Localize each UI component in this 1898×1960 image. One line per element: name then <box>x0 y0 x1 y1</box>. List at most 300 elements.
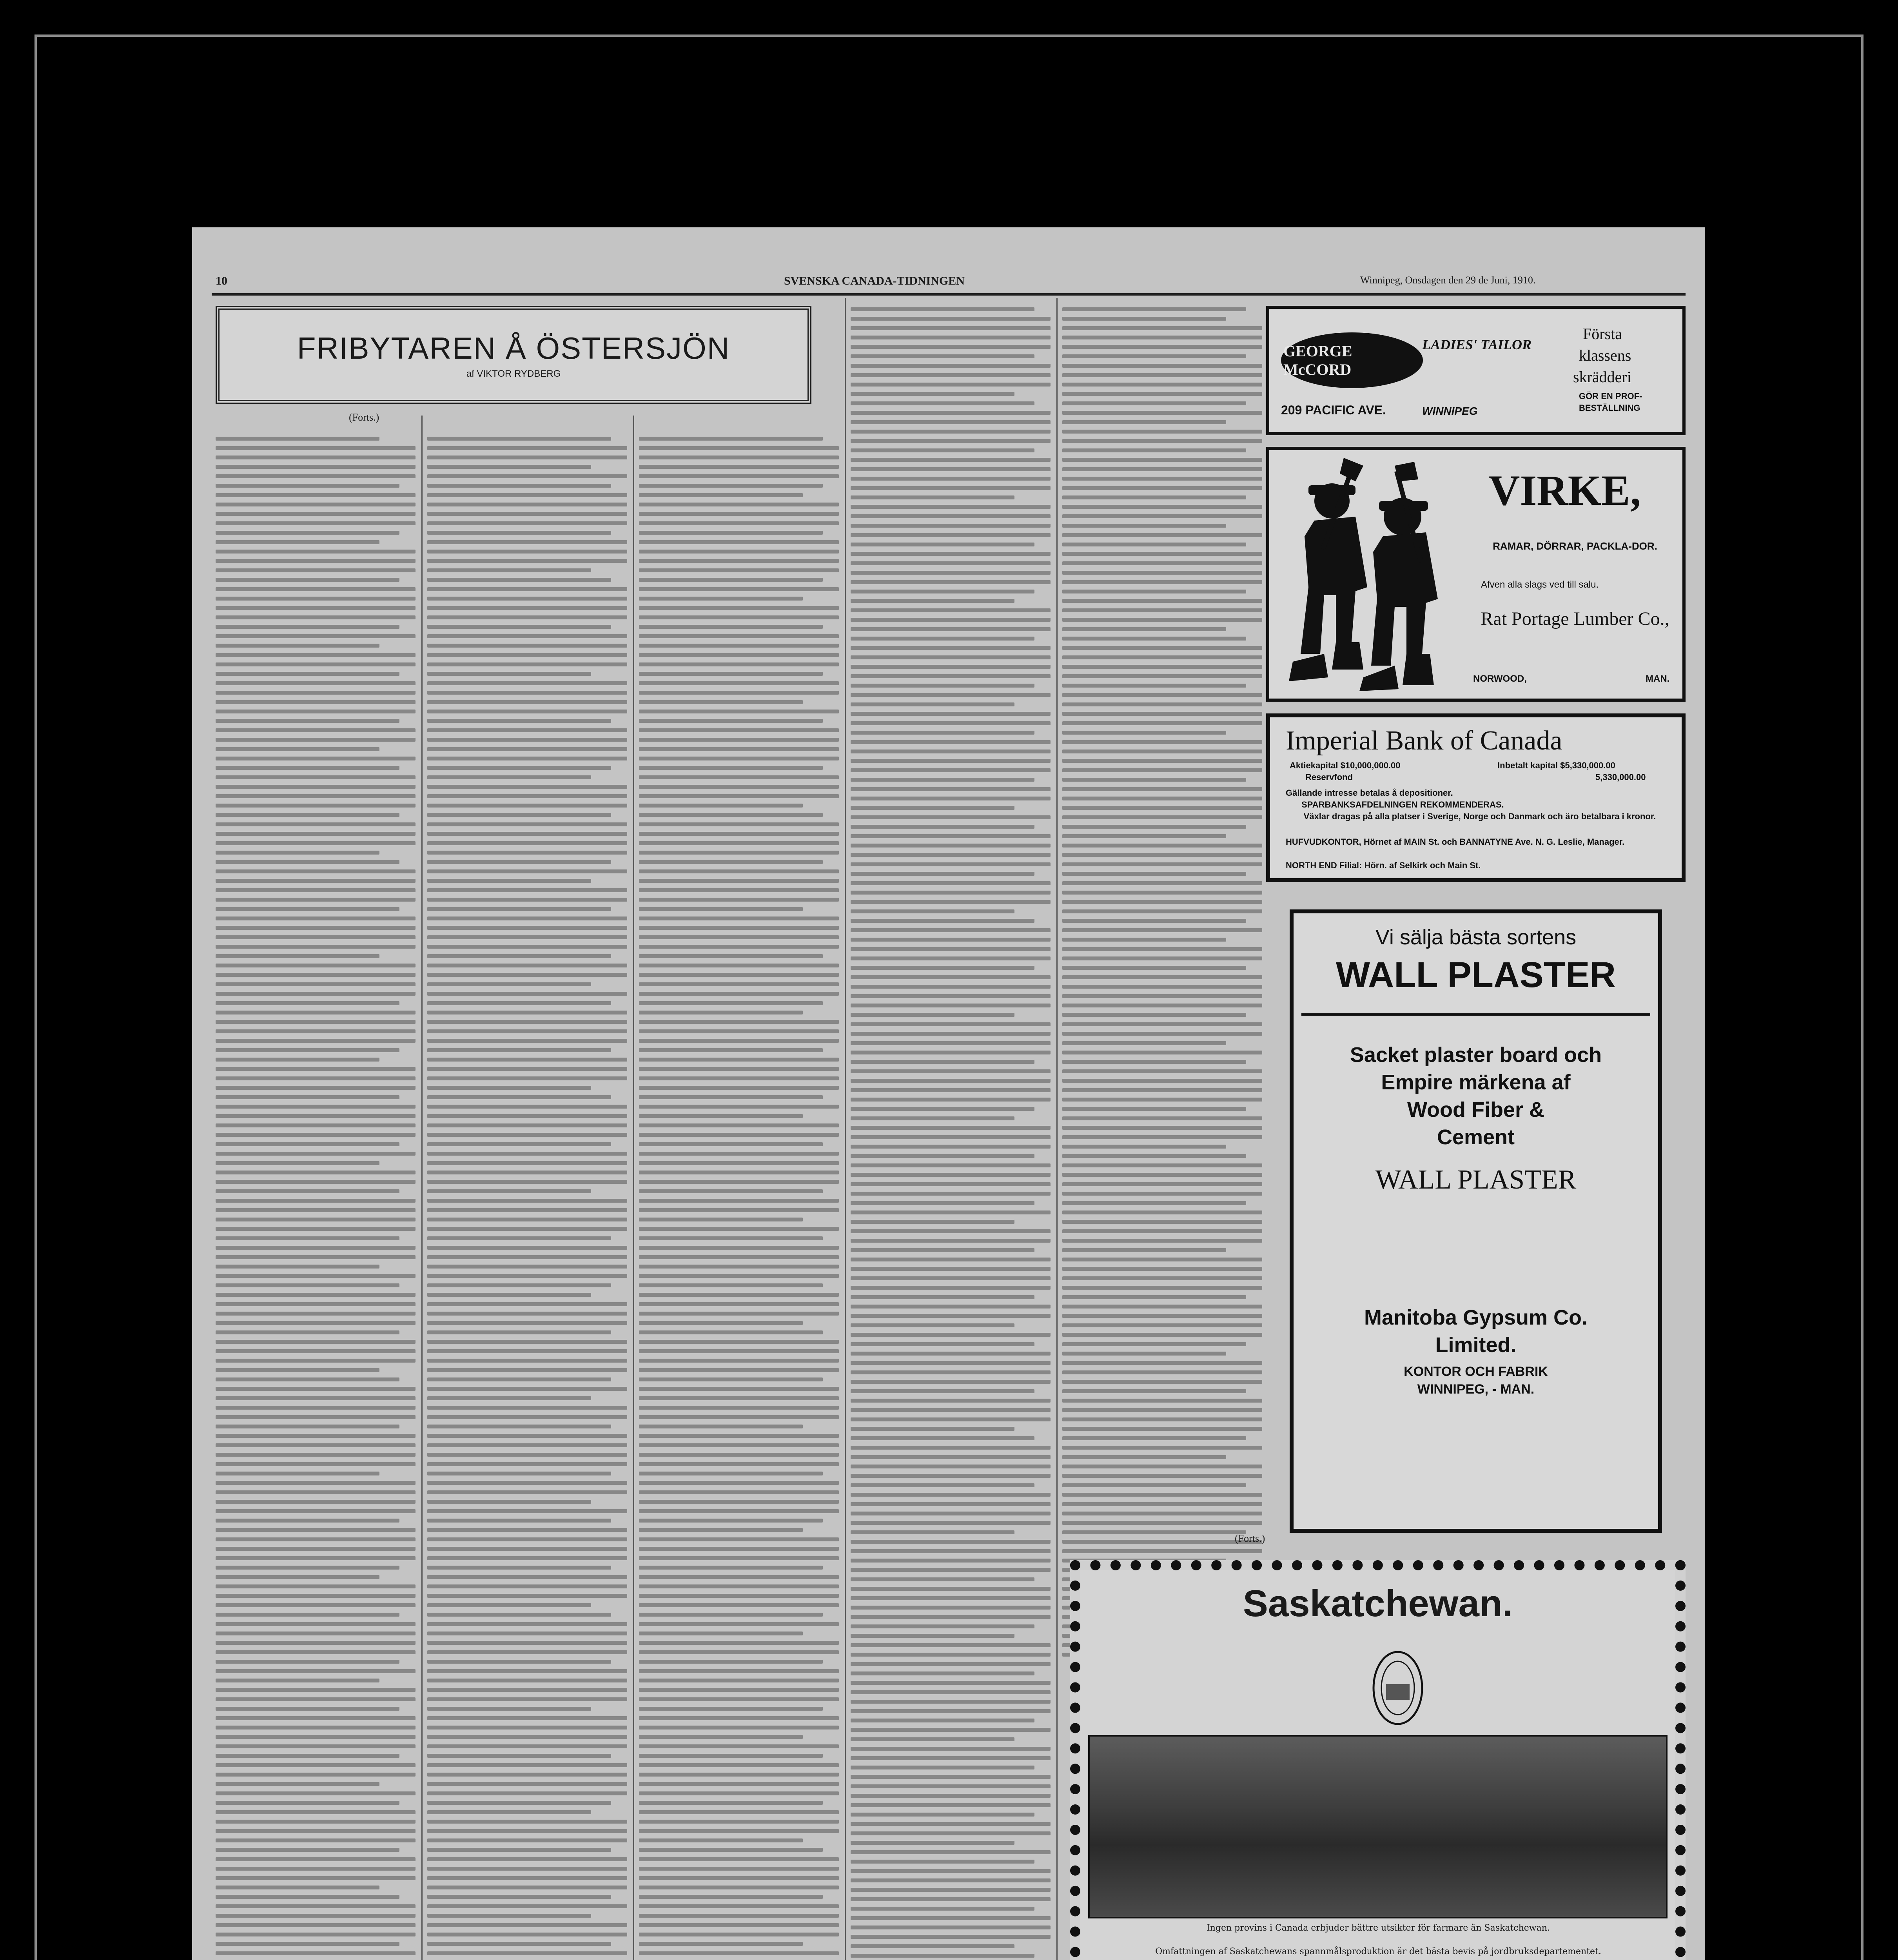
text-line <box>1062 815 1262 819</box>
text-line <box>639 1133 839 1137</box>
text-line <box>851 1248 1034 1252</box>
text-line <box>216 1406 416 1410</box>
text-line <box>216 1227 416 1231</box>
text-line <box>427 1820 627 1824</box>
text-line <box>851 599 1014 603</box>
text-line <box>639 1650 839 1654</box>
text-line <box>427 1434 627 1438</box>
text-line <box>851 684 1034 688</box>
text-line <box>639 973 839 977</box>
column-rule <box>1056 298 1058 1960</box>
text-line <box>639 1782 839 1786</box>
text-line <box>216 785 416 789</box>
text-line <box>639 1462 839 1466</box>
text-line <box>851 1436 1034 1440</box>
text-line <box>216 1763 416 1767</box>
text-line <box>1062 1210 1262 1214</box>
text-line <box>639 954 823 958</box>
text-line <box>851 797 1051 800</box>
text-line <box>216 1265 379 1269</box>
text-line <box>639 785 839 789</box>
text-line <box>216 578 399 582</box>
text-line <box>639 766 823 770</box>
text-line <box>851 1239 1051 1243</box>
text-line <box>216 531 399 535</box>
text-line <box>427 1349 627 1353</box>
text-line <box>851 1342 1034 1346</box>
text-line <box>216 1951 416 1955</box>
text-line <box>427 568 591 572</box>
text-line <box>216 691 416 695</box>
text-line <box>1062 693 1262 697</box>
text-line <box>851 1107 1034 1111</box>
text-line <box>639 1396 839 1400</box>
text-line <box>1062 665 1262 669</box>
text-line <box>1062 467 1262 471</box>
text-line <box>216 653 416 657</box>
text-line <box>427 869 627 873</box>
plaster-divider <box>1301 1013 1650 1016</box>
virke-address: NORWOOD, <box>1473 673 1527 684</box>
text-line <box>1062 514 1262 518</box>
text-line <box>216 1848 399 1852</box>
text-line <box>427 1679 627 1682</box>
text-line <box>216 1632 416 1635</box>
text-line <box>427 578 611 582</box>
text-line <box>851 1182 1051 1186</box>
text-line <box>427 1020 627 1024</box>
text-line <box>216 1067 416 1071</box>
text-line <box>427 1613 611 1617</box>
plaster-company: Manitoba Gypsum Co. <box>1364 1306 1588 1329</box>
text-line <box>427 1011 627 1014</box>
text-line <box>427 512 627 516</box>
text-line <box>639 644 839 648</box>
text-line <box>639 625 823 629</box>
text-line <box>427 1415 627 1419</box>
text-line <box>639 474 839 478</box>
text-line <box>427 1942 611 1946</box>
text-line <box>851 1681 1051 1685</box>
text-line <box>1062 608 1262 612</box>
text-line <box>216 1707 399 1711</box>
text-line <box>851 1389 1034 1393</box>
text-line <box>427 493 627 497</box>
text-line <box>851 1004 1051 1007</box>
text-line <box>851 1540 1051 1544</box>
text-line <box>427 907 611 911</box>
text-line <box>1062 806 1262 810</box>
text-line <box>851 1737 1014 1741</box>
text-line <box>427 681 627 685</box>
text-line <box>851 326 1051 330</box>
text-line <box>427 1472 611 1475</box>
mccord-line5: BESTÄLLNING <box>1579 403 1640 413</box>
text-line <box>639 1039 839 1043</box>
text-line <box>216 1123 416 1127</box>
text-line <box>639 1302 839 1306</box>
text-line <box>639 1773 839 1777</box>
text-line <box>851 750 1051 753</box>
text-line <box>427 1688 627 1692</box>
text-line <box>639 1349 839 1353</box>
text-line <box>427 1904 627 1908</box>
text-line <box>1062 1521 1262 1525</box>
text-line <box>851 467 1051 471</box>
text-line <box>639 606 839 610</box>
text-line <box>216 1886 379 1889</box>
text-line <box>851 1465 1051 1468</box>
text-line <box>216 634 416 638</box>
text-line <box>216 662 416 666</box>
text-line <box>851 1022 1051 1026</box>
text-line <box>639 1067 839 1071</box>
text-line <box>427 1914 591 1918</box>
text-line <box>1062 1154 1246 1158</box>
plaster-line2: Sacket plaster board och <box>1350 1043 1602 1067</box>
text-line <box>851 1728 1051 1732</box>
mccord-tailor-ad <box>1266 306 1686 435</box>
text-line <box>851 646 1051 650</box>
text-line <box>1062 928 1262 932</box>
text-line <box>216 1810 416 1814</box>
text-line <box>427 1246 627 1250</box>
text-line <box>427 1867 627 1871</box>
text-line <box>427 841 627 845</box>
text-line <box>216 1058 379 1062</box>
mccord-address: 209 PACIFIC AVE. <box>1281 403 1386 417</box>
text-line <box>216 597 416 601</box>
text-line <box>639 1453 839 1457</box>
text-line <box>216 1933 416 1936</box>
text-line <box>427 1048 611 1052</box>
text-line <box>639 1368 839 1372</box>
text-line <box>639 860 823 864</box>
text-line <box>216 1387 416 1391</box>
text-line <box>216 1716 416 1720</box>
text-line <box>639 1519 823 1523</box>
text-line <box>427 1886 627 1889</box>
text-line <box>639 1584 839 1588</box>
text-line <box>639 1857 839 1861</box>
text-line <box>216 1584 416 1588</box>
text-line <box>1062 354 1246 358</box>
text-line <box>851 486 1051 490</box>
text-line <box>216 1472 379 1475</box>
text-line <box>216 465 416 469</box>
text-line <box>1062 317 1226 321</box>
text-line <box>851 947 1051 951</box>
text-line <box>639 1425 803 1428</box>
text-line <box>216 1697 416 1701</box>
text-line <box>427 964 627 967</box>
text-line <box>427 1735 627 1739</box>
text-line <box>851 1041 1051 1045</box>
bank-capital: Aktiekapital $10,000,000.00 <box>1290 760 1401 770</box>
text-line <box>216 869 416 873</box>
text-line <box>1062 947 1262 951</box>
text-line <box>851 1577 1034 1581</box>
text-line <box>216 521 416 525</box>
text-line <box>851 768 1051 772</box>
text-line <box>1062 1455 1226 1459</box>
text-line <box>851 1192 1051 1196</box>
text-line <box>427 832 627 836</box>
text-line <box>851 364 1051 368</box>
text-line <box>639 1011 803 1014</box>
text-line <box>1062 373 1262 377</box>
text-line <box>216 615 416 619</box>
text-line <box>216 898 416 902</box>
text-line <box>639 832 839 836</box>
text-line <box>639 1058 839 1062</box>
text-line <box>639 1895 823 1899</box>
text-line <box>639 1227 839 1231</box>
text-line <box>427 1537 627 1541</box>
text-line <box>639 1613 823 1617</box>
text-line <box>427 625 611 629</box>
text-line <box>427 757 627 760</box>
text-line <box>1062 674 1262 678</box>
text-line <box>427 1312 627 1316</box>
text-line <box>639 1848 823 1852</box>
text-line <box>851 1493 1051 1497</box>
text-line <box>427 982 591 986</box>
text-line <box>1062 458 1262 462</box>
text-line <box>1062 684 1246 688</box>
text-line <box>639 1377 823 1381</box>
text-line <box>427 531 611 535</box>
text-line <box>851 1747 1051 1751</box>
text-line <box>427 1425 611 1428</box>
column-rule <box>421 416 423 1960</box>
text-line <box>1062 956 1262 960</box>
text-line <box>639 1340 839 1344</box>
text-line <box>851 1907 1034 1911</box>
text-line <box>639 813 823 817</box>
text-line <box>1062 552 1262 556</box>
text-line <box>427 1208 627 1212</box>
text-line <box>427 474 627 478</box>
text-line <box>216 606 416 610</box>
text-line <box>1062 1220 1262 1224</box>
text-line <box>216 1246 416 1250</box>
text-line <box>216 1613 399 1617</box>
text-line <box>851 1314 1051 1318</box>
text-line <box>1062 1399 1262 1403</box>
text-line <box>851 1417 1051 1421</box>
virke-items: RAMAR, DÖRRAR, PACKLA-DOR. <box>1493 540 1657 552</box>
text-line <box>427 1029 627 1033</box>
text-line <box>639 898 839 902</box>
text-line <box>639 1876 839 1880</box>
text-line <box>639 1218 803 1221</box>
text-line <box>427 1114 627 1118</box>
text-line <box>216 1744 416 1748</box>
text-line <box>1062 759 1262 763</box>
text-line <box>427 1265 627 1269</box>
text-line <box>216 1340 416 1344</box>
text-line <box>639 1048 823 1052</box>
text-line <box>216 644 379 648</box>
text-line <box>639 1509 839 1513</box>
text-line <box>216 587 416 591</box>
text-line <box>427 1001 611 1005</box>
lumberjacks-illustration-icon <box>1277 458 1461 693</box>
text-line <box>639 935 839 939</box>
text-line <box>639 1180 839 1184</box>
text-line <box>216 794 416 798</box>
text-line <box>851 1060 1034 1064</box>
text-line <box>639 804 803 808</box>
text-line <box>639 512 839 516</box>
text-line <box>427 587 627 591</box>
text-line <box>1062 1352 1226 1356</box>
text-line <box>851 1446 1051 1450</box>
text-line <box>427 1838 627 1842</box>
column-rule <box>633 416 634 1960</box>
text-line <box>851 1483 1034 1487</box>
text-line <box>427 822 627 826</box>
text-line <box>427 1509 627 1513</box>
text-line <box>1062 448 1246 452</box>
text-line <box>851 1709 1051 1713</box>
text-line <box>851 665 1051 669</box>
text-line <box>639 1020 839 1024</box>
text-line <box>851 1530 1014 1534</box>
text-line <box>639 1754 823 1758</box>
text-line <box>1062 975 1262 979</box>
text-line <box>216 1105 416 1109</box>
text-line <box>216 446 416 450</box>
text-line <box>427 1133 627 1137</box>
text-line <box>216 625 399 629</box>
text-line <box>851 900 1051 904</box>
text-line <box>216 1189 399 1193</box>
text-line <box>427 785 627 789</box>
text-line <box>427 503 627 506</box>
text-line <box>639 1199 839 1203</box>
text-line <box>639 1095 823 1099</box>
text-line <box>851 1210 1051 1214</box>
text-line <box>1062 1022 1262 1026</box>
text-line <box>427 710 627 713</box>
text-line <box>216 1039 416 1043</box>
text-line <box>216 1048 399 1052</box>
text-line <box>427 1519 611 1523</box>
text-line <box>216 1641 416 1645</box>
text-line <box>1062 1182 1262 1186</box>
text-line <box>1062 938 1226 942</box>
text-line <box>427 1810 591 1814</box>
text-line <box>216 1415 416 1419</box>
text-line <box>851 1822 1051 1826</box>
text-line <box>216 832 416 836</box>
plaster-line5: Cement <box>1437 1125 1515 1149</box>
text-line <box>216 813 399 817</box>
text-line <box>851 891 1051 895</box>
text-line <box>427 992 627 996</box>
text-line <box>851 721 1051 725</box>
text-line <box>851 655 1051 659</box>
text-line <box>216 719 399 723</box>
text-column-5 <box>1062 302 1262 1662</box>
text-line <box>639 1312 839 1316</box>
text-line <box>216 1095 399 1099</box>
text-line <box>427 1951 627 1955</box>
text-line <box>639 992 839 996</box>
text-line <box>216 1594 416 1598</box>
text-line <box>639 794 839 798</box>
masthead-rule <box>212 293 1686 296</box>
text-line <box>216 804 416 808</box>
text-line <box>1062 1051 1262 1054</box>
text-line <box>216 1537 416 1541</box>
text-line <box>216 503 416 506</box>
text-line <box>427 644 627 648</box>
text-line <box>1062 1474 1262 1478</box>
mccord-logo-tailor: LADIES' TAILOR <box>1422 337 1532 352</box>
text-line <box>427 1406 627 1410</box>
bank-name: Imperial Bank of Canada <box>1286 726 1562 756</box>
text-line <box>216 1867 416 1871</box>
text-line <box>639 437 823 441</box>
text-line <box>851 1606 1051 1610</box>
text-line <box>639 945 839 949</box>
text-line <box>851 1878 1051 1882</box>
text-line <box>639 1801 823 1805</box>
plaster-line4: Wood Fiber & <box>1407 1098 1544 1122</box>
text-line <box>216 1650 416 1654</box>
text-line <box>427 615 627 619</box>
text-line <box>216 1754 399 1758</box>
text-line <box>427 1744 627 1748</box>
bank-paid: Inbetalt kapital $5,330,000.00 <box>1497 760 1615 770</box>
text-line <box>851 317 1051 321</box>
text-line <box>851 1624 1034 1628</box>
text-line <box>427 1697 627 1701</box>
text-line <box>427 1067 627 1071</box>
text-line <box>851 561 1051 565</box>
page-number: 10 <box>216 274 227 287</box>
text-line <box>851 420 1051 424</box>
text-line <box>216 1914 416 1918</box>
text-line <box>427 1123 627 1127</box>
text-line <box>427 851 627 855</box>
farm-harvest-photo <box>1088 1735 1668 1918</box>
text-line <box>1062 834 1226 838</box>
text-line <box>216 766 399 770</box>
text-line <box>851 1850 1051 1854</box>
text-line <box>216 1020 416 1024</box>
text-line <box>427 813 611 817</box>
plaster-line3: Empire märkena af <box>1381 1071 1571 1094</box>
text-line <box>1062 1493 1262 1497</box>
text-line <box>1062 1239 1262 1243</box>
text-line <box>851 1276 1051 1280</box>
text-line <box>1062 1098 1262 1102</box>
text-line <box>639 1716 839 1720</box>
text-line <box>427 700 627 704</box>
text-line <box>851 1643 1051 1647</box>
text-line <box>427 1359 627 1363</box>
text-line <box>851 844 1051 848</box>
text-line <box>1062 966 1246 970</box>
text-line <box>1062 787 1262 791</box>
text-line <box>1062 505 1262 509</box>
text-line <box>639 1189 823 1193</box>
text-line <box>639 1293 839 1297</box>
